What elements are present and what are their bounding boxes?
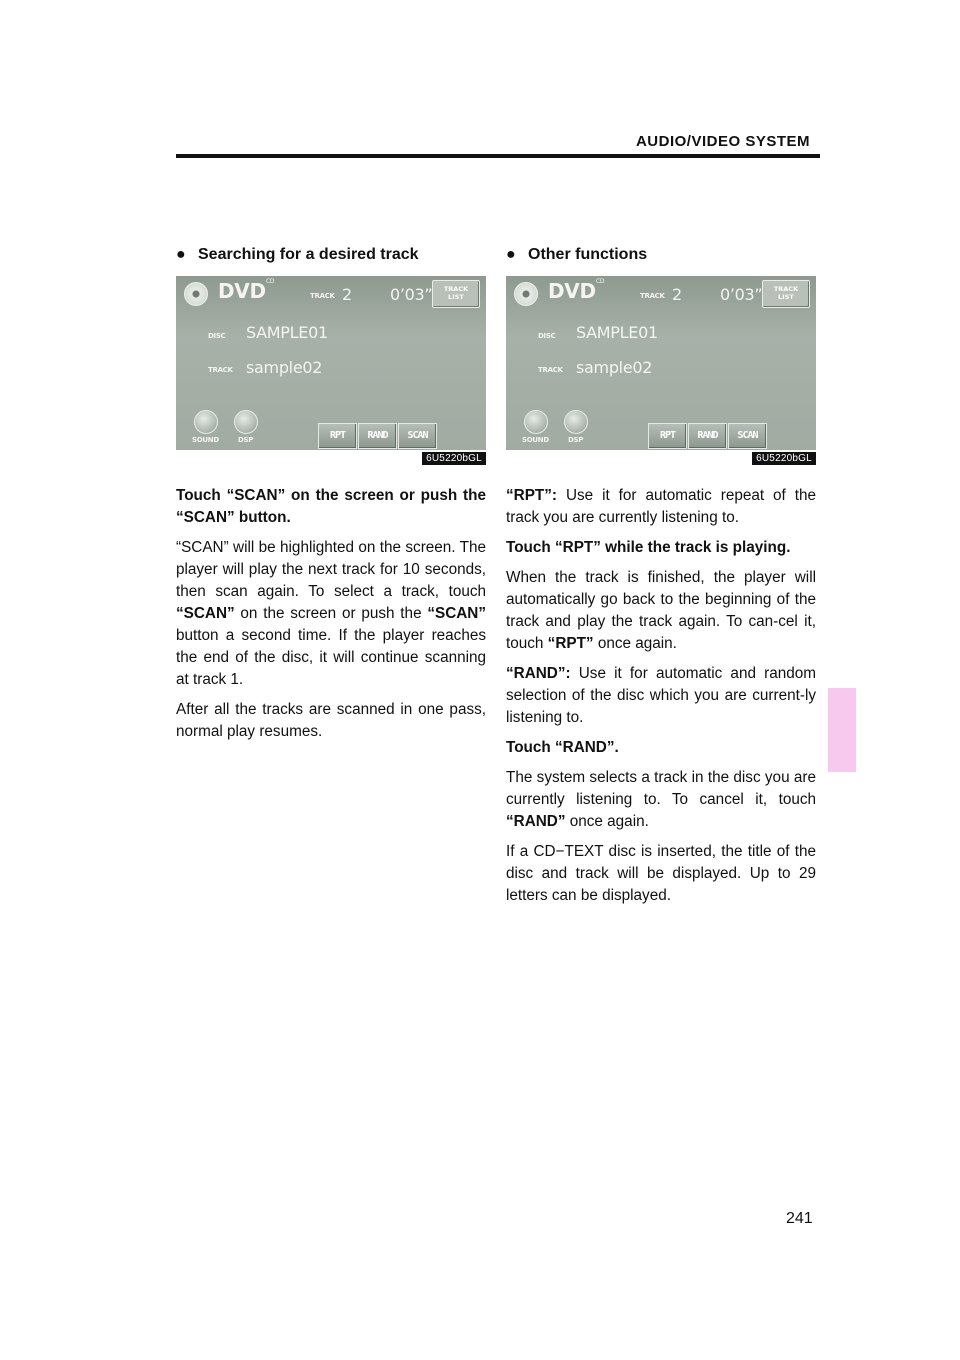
cd-tag: CD (596, 278, 605, 285)
dsp-label: DSP (238, 436, 254, 444)
scan-instruction: Touch “SCAN” on the screen or push the “SCAN” button. (176, 487, 486, 526)
disc-label: DISC (208, 332, 226, 340)
page-number: 241 (786, 1210, 813, 1227)
disc-icon (514, 282, 538, 306)
rpt-button[interactable]: RPT (648, 423, 687, 449)
cd-tag: CD (266, 278, 275, 285)
rand-button[interactable]: RAND (358, 423, 397, 449)
disc-name: SAMPLE01 (576, 323, 658, 342)
disc-name: SAMPLE01 (246, 323, 328, 342)
dsp-button-icon[interactable] (564, 410, 588, 434)
sound-label: SOUND (522, 436, 549, 444)
track-row-label: TRACK (538, 366, 563, 374)
disc-icon (184, 282, 208, 306)
scan-resume-note: After all the tracks are scanned in one pass, normal play resumes. (176, 701, 486, 740)
track-number: 2 (342, 285, 352, 304)
cdtext-note: If a CD−TEXT disc is inserted, the title of the disc and track will be displayed. Up to 29 letters can be displayed. (506, 843, 816, 904)
sound-button-icon[interactable] (194, 410, 218, 434)
scan-button[interactable]: SCAN (728, 423, 767, 449)
header-rule (176, 154, 820, 158)
elapsed-time: 0’03” (390, 285, 433, 304)
running-header: AUDIO/VIDEO SYSTEM (635, 133, 810, 150)
bullet-icon: ● (176, 246, 186, 263)
dvd-screen-illustration-2 (506, 276, 816, 450)
dsp-label: DSP (568, 436, 584, 444)
track-label: TRACK (310, 292, 335, 300)
disc-label: DISC (538, 332, 556, 340)
sound-button-icon[interactable] (524, 410, 548, 434)
section-tab (828, 688, 856, 772)
rpt-description: When the track is finished, the player will automatically go back to the beginning of the track and play the track again. To can-cel it, touch “RPT” once again. (506, 569, 816, 652)
section-heading-other: ● Other functions (506, 244, 816, 266)
mode-label: DVD (218, 279, 266, 303)
rpt-instruction: Touch “RPT” while the track is playing. (506, 539, 791, 556)
left-body-text (176, 485, 486, 743)
track-row-label: TRACK (208, 366, 233, 374)
bullet-icon: ● (506, 246, 516, 263)
figure-code: 6U5220bGL (422, 452, 486, 465)
track-name: sample02 (576, 358, 653, 377)
rand-button[interactable]: RAND (688, 423, 727, 449)
elapsed-time: 0’03” (720, 285, 763, 304)
rand-description: The system selects a track in the disc you are currently listening to. To cancel it, touch “RAND” once again. (506, 769, 816, 830)
left-column (176, 244, 486, 751)
track-label: TRACK (640, 292, 665, 300)
track-list-button[interactable]: TRACK LIST (432, 280, 480, 308)
right-column (506, 244, 816, 915)
track-number: 2 (672, 285, 682, 304)
mode-label: DVD (548, 279, 596, 303)
track-list-button[interactable]: TRACK LIST (762, 280, 810, 308)
rpt-definition: “RPT”: Use it for automatic repeat of the track you are currently listening to. (506, 487, 816, 526)
right-body-text (506, 485, 816, 907)
rand-instruction: Touch “RAND”. (506, 739, 619, 756)
sound-label: SOUND (192, 436, 219, 444)
dsp-button-icon[interactable] (234, 410, 258, 434)
section-heading-search: ● Searching for a desired track (176, 244, 486, 266)
scan-description: “SCAN” will be highlighted on the screen. The player will play the next track for 10 seconds, then scan again. To select a track, touch “SCAN” on the screen or push the “SCAN” button a second time. If the player reaches the end of the disc, it will continue scanning at track 1. (176, 539, 486, 688)
rand-definition: “RAND”: Use it for automatic and random selection of the disc which you are current-ly listening to. (506, 665, 816, 726)
figure-code: 6U5220bGL (752, 452, 816, 465)
rpt-button[interactable]: RPT (318, 423, 357, 449)
dvd-screen-illustration (176, 276, 486, 450)
track-name: sample02 (246, 358, 323, 377)
scan-button[interactable]: SCAN (398, 423, 437, 449)
